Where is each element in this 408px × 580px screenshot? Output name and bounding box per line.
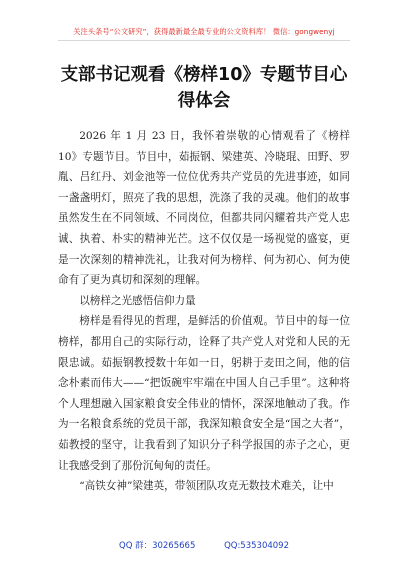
document-title: 支部书记观看《榜样10》专题节目心得体会 bbox=[60, 65, 348, 111]
paragraph-body: “高铁女神”梁建英，带领团队攻克无数技术难关，让中 bbox=[79, 480, 334, 493]
document-body bbox=[58, 126, 350, 497]
footer-contact bbox=[0, 539, 408, 551]
paragraph-intro: 2026 年 1 月 23 日，我怀着崇敬的心情观看了《榜样 10》专题节目。节目中，茹振钢、梁建英、冷晓琨、田野、罗胤、吕红丹、刘金池等一位位优秀共产党员的先进事迹，如同一盏盏明灯，照亮了我的思想，洗涤了我的灵魂。他们的故事虽然发生在不同领域、不同岗位，但都共同闪耀着共产党人忠诚、执着、朴实的精神光芒。这不仅仅是一场视觉的盛宴，更是一次深刻的精神洗礼，让我对何为榜样、何为初心、何为使命有了更为真切和深刻的理解。 bbox=[58, 130, 350, 287]
section-heading: 以榜样之光感悟信仰力量 bbox=[79, 294, 196, 307]
header-banner: 关注头条号“公文研究”，获得最新最全最专业的公文资料库！ 微信：gongwenyj bbox=[73, 27, 335, 36]
paragraph-body: 榜样是看得见的哲理，是鲜活的价值观。节目中的每一位榜样，都用自己的实际行动，诠释了共产党人对党和人民的无限忠诚。茹振钢教授数十年如一日，躬耕于麦田之间，他的信念朴素而伟大——“把饭碗牢牢端在中国人自己手里”。这种将个人理想融入国家粮食安全伟业的情怀，深深地触动了我。作为一名粮食系统的党员干部，我深知粮食安全是“国之大者”，茹教授的坚守，让我看到了知识分子科学报国的赤子之心，更让我感受到了那份沉甸甸的责任。 bbox=[58, 315, 350, 472]
qq-group-number: QQ 群：30265665 bbox=[119, 541, 196, 551]
header-divider bbox=[58, 40, 350, 41]
qq-number: QQ:535304092 bbox=[224, 541, 289, 551]
